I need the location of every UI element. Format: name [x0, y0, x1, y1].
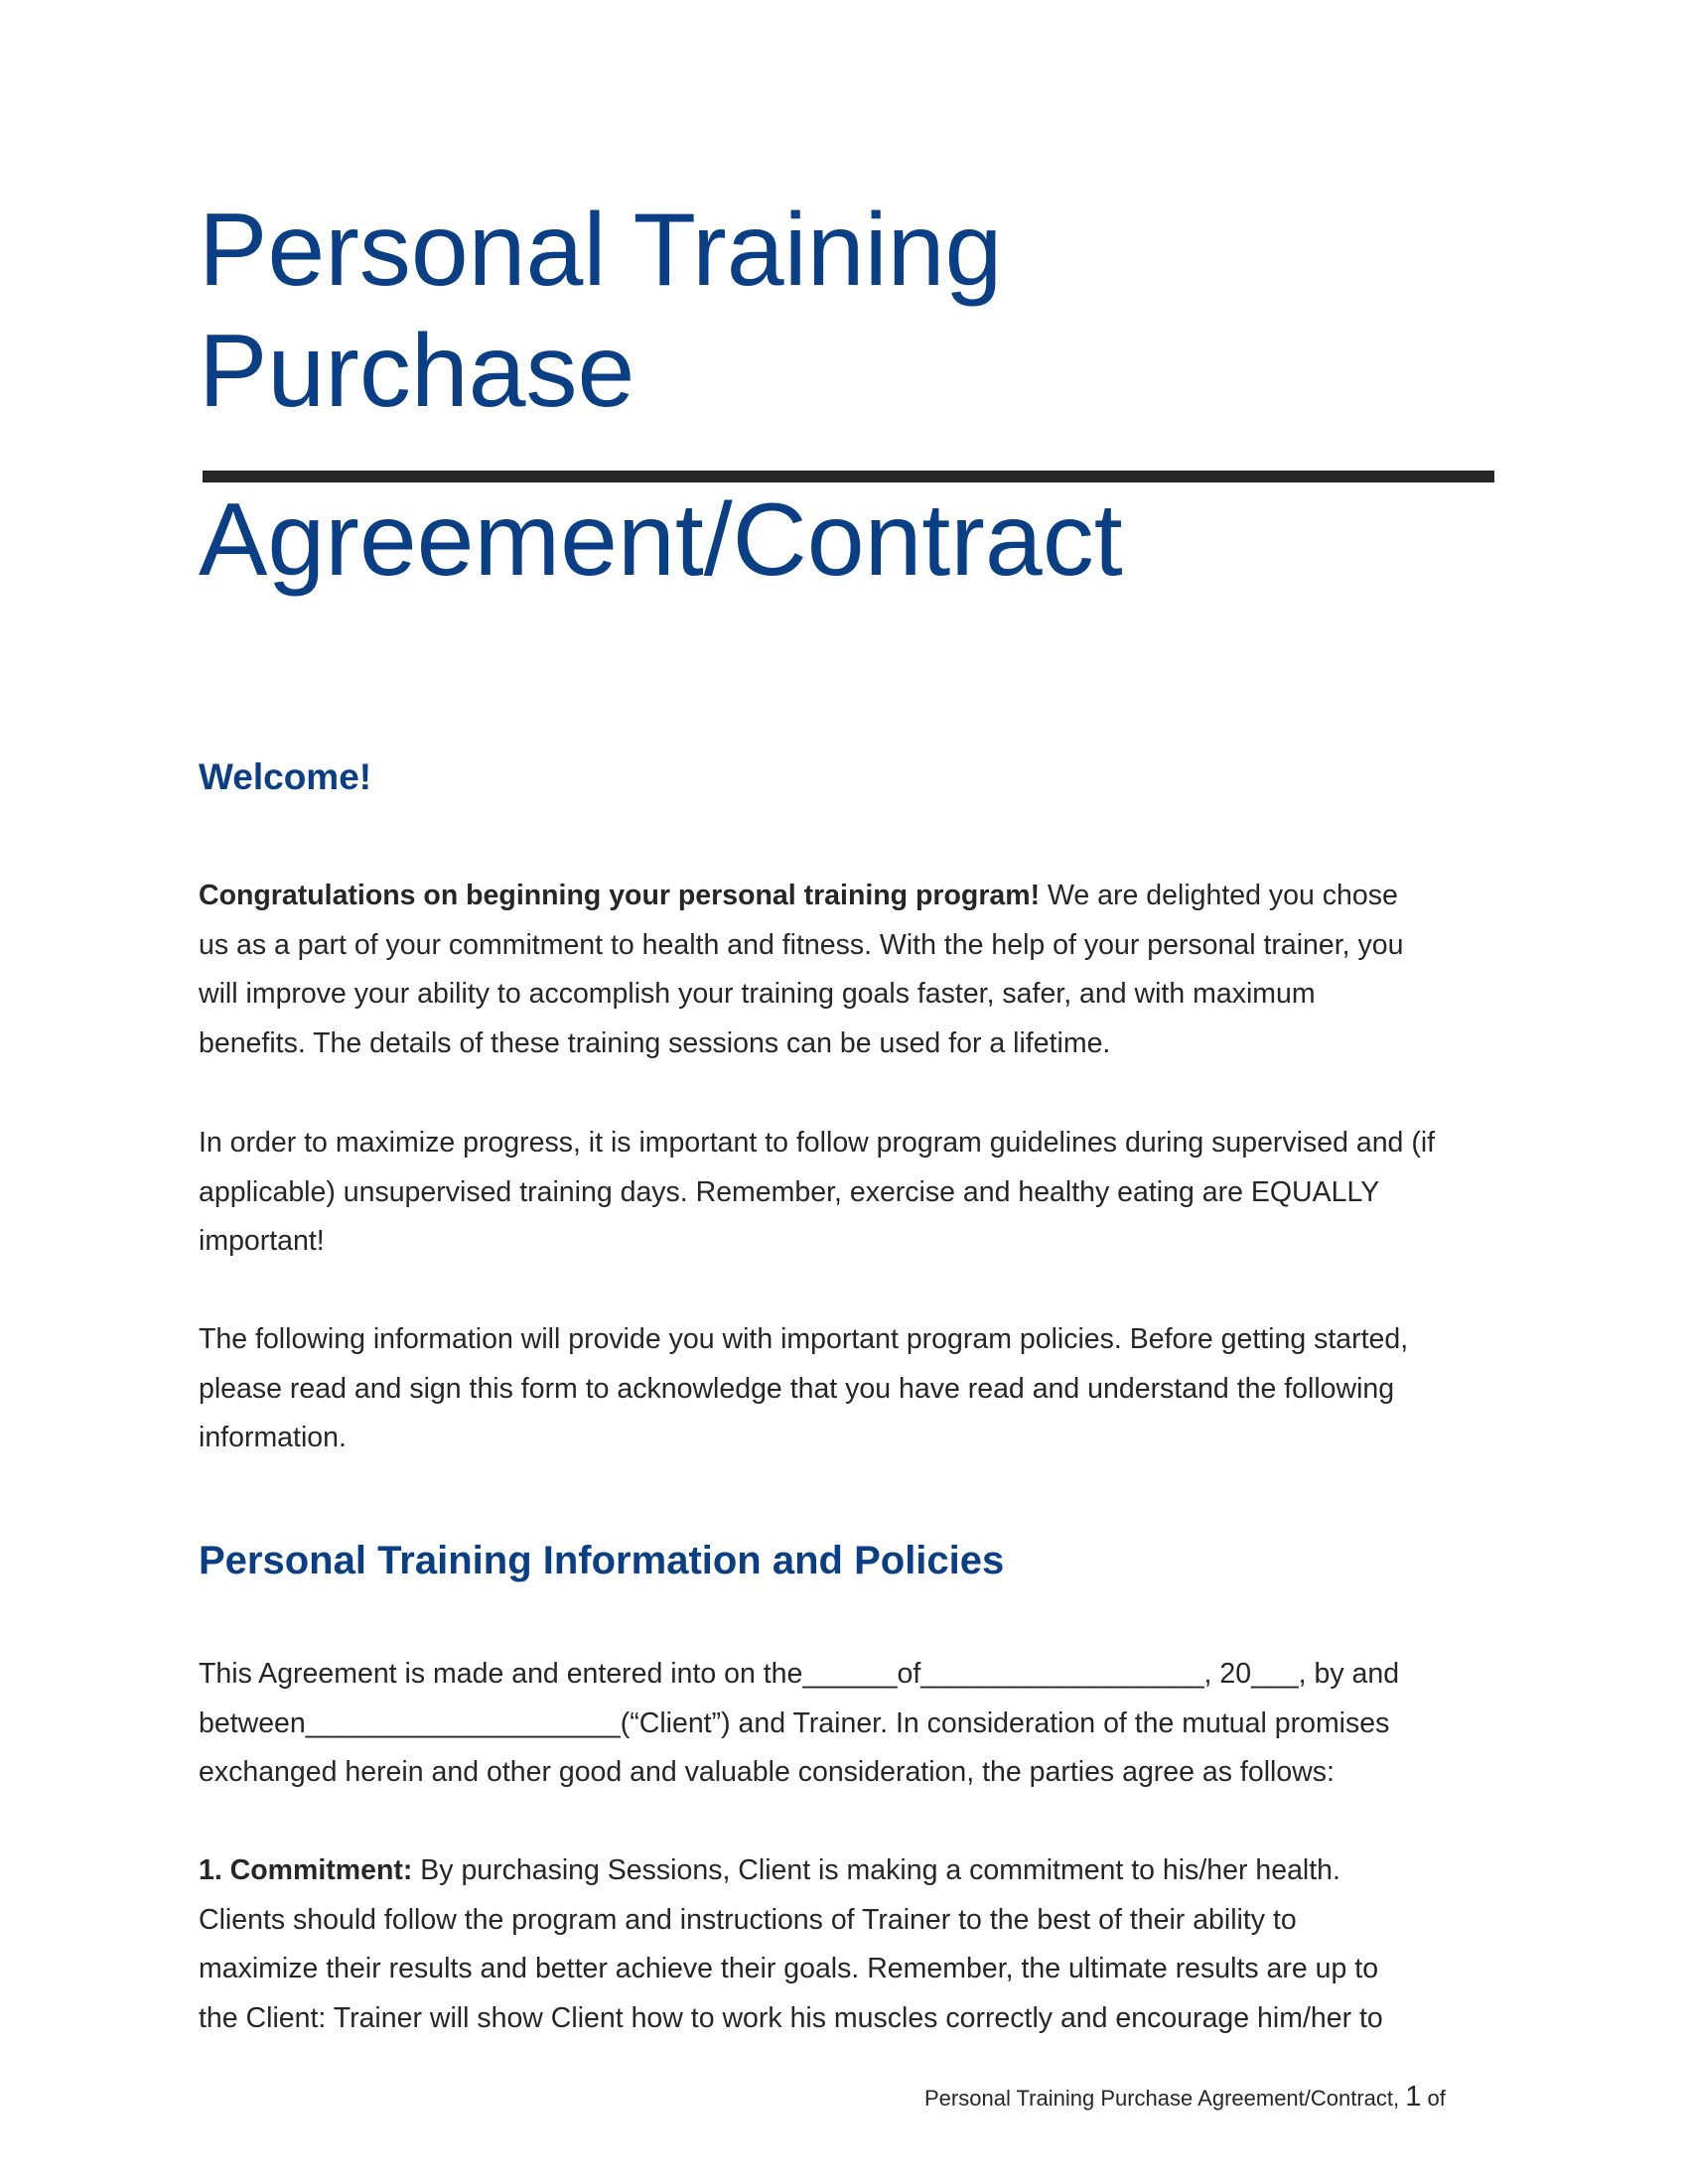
paragraph-line: benefits. The details of these training sessions can be used for a lifetime. — [199, 1026, 1111, 1059]
bold-lead-text: 1. Commitment: — [199, 1854, 413, 1886]
agreement-line-with-blanks: This Agreement is made and entered into on the______of__________________, 20___, by and — [199, 1658, 1400, 1690]
welcome-paragraph-2 — [199, 1119, 1509, 1267]
paragraph-line: information. — [199, 1422, 347, 1453]
page-footer — [924, 2081, 1446, 2114]
agreement-line-with-blanks: between____________________(“Client”) and Trainer. In consideration of the mutual promises — [199, 1706, 1390, 1739]
paragraph-line: Clients should follow the program and instructions of Trainer to the best of their ability to — [199, 1903, 1297, 1936]
agreement-paragraph — [199, 1650, 1509, 1798]
paragraph-line: maximize their results and better achieve their goals. Remember, the ultimate results are up to — [199, 1953, 1379, 1984]
document-title-line-1: Personal Training — [199, 193, 1003, 308]
paragraph-line — [199, 1846, 1509, 1896]
welcome-paragraph-1 — [199, 872, 1509, 1068]
welcome-heading: Welcome! — [199, 756, 372, 797]
policies-heading: Personal Training Information and Policies — [199, 1539, 1005, 1582]
paragraph-line: applicable) unsupervised training days. Remember, exercise and healthy eating are EQUALLY — [199, 1175, 1380, 1208]
paragraph-line: important! — [199, 1225, 325, 1257]
document-title-line-2: Purchase — [199, 314, 635, 429]
paragraph-line — [199, 872, 1509, 921]
paragraph-line: exchanged herein and other good and valuable consideration, the parties agree as follows: — [199, 1756, 1335, 1788]
paragraph-text: By purchasing Sessions, Client is making a commitment to his/her health. — [412, 1854, 1340, 1886]
commitment-paragraph — [199, 1846, 1509, 2043]
title-divider — [203, 471, 1494, 482]
paragraph-line: In order to maximize progress, it is important to follow program guidelines during supervised and (if — [199, 1127, 1436, 1159]
bold-lead-text: Congratulations on beginning your personal training program! — [199, 880, 1041, 911]
paragraph-line: the Client: Trainer will show Client how to work his muscles correctly and encourage him/her to — [199, 2001, 1383, 2034]
welcome-paragraph-3 — [199, 1315, 1509, 1463]
footer-document-name: Personal Training Purchase Agreement/Contract, — [924, 2086, 1400, 2111]
paragraph-line: us as a part of your commitment to health and fitness. With the help of your personal trainer, you — [199, 928, 1404, 961]
document-title-line-3: Agreement/Contract — [199, 482, 1123, 598]
page-number: 1 — [1405, 2081, 1422, 2113]
footer-of-text: of — [1427, 2086, 1446, 2111]
paragraph-line: The following information will provide you with important program policies. Before getting started, — [199, 1323, 1409, 1355]
paragraph-line: please read and sign this form to acknowledge that you have read and understand the following — [199, 1372, 1395, 1405]
paragraph-line: will improve your ability to accomplish your training goals faster, safer, and with maximum — [199, 978, 1316, 1010]
paragraph-text: We are delighted you chose — [1040, 880, 1398, 911]
